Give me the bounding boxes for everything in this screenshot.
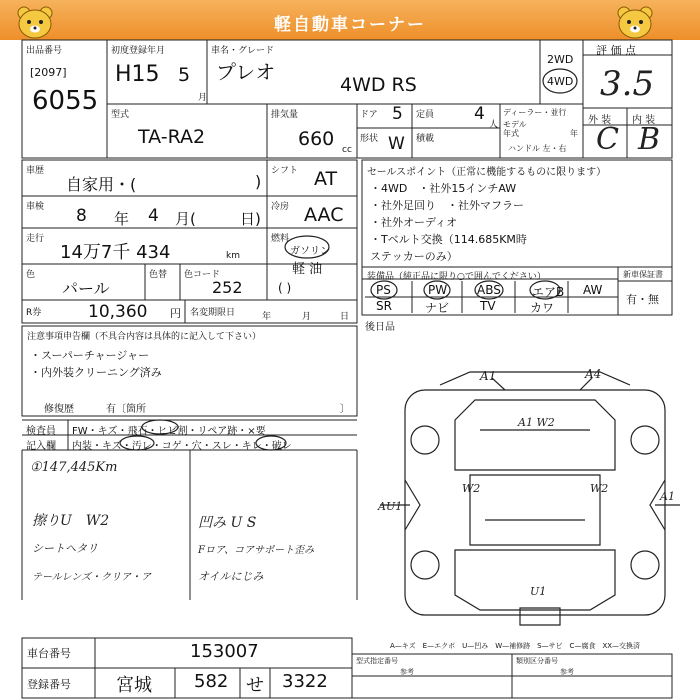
diagram-mark: A1: [480, 369, 497, 383]
damage-legend: A—キズ E—エクボ U—凹み W—補修跡 S—サビ C—腐食 XX—交換済: [390, 642, 641, 650]
hw-right2: Fロア、コアサポート歪み: [198, 545, 315, 556]
doors-value: 5: [392, 104, 403, 124]
mileage-value: 14万7千 434: [60, 242, 171, 263]
model-year-label: モデル 年式: [503, 120, 527, 138]
lot-number: 6055: [32, 86, 99, 116]
fuel-value: 軽 油: [292, 262, 323, 277]
meigi-month: 月: [302, 312, 312, 322]
model-spec-label: 型式指定番号: [356, 657, 398, 665]
repair-label: 修復歴: [44, 404, 74, 415]
car-grade: 4WD RS: [340, 74, 417, 96]
first-reg-month-unit: 月: [198, 93, 208, 103]
rating-interior-label: 内 装: [632, 115, 656, 126]
sales-label: セールスポイント（正常に機能するものに限ります）: [367, 167, 607, 178]
shift-label: シフト: [271, 166, 299, 176]
equipment-pw: PW: [428, 283, 448, 297]
drive-2wd: 2WD: [547, 53, 574, 66]
notes-line: ・スーパーチャージャー: [30, 349, 150, 362]
diagram-mark: A1 W2: [518, 416, 555, 429]
recycle-label: R券: [26, 308, 42, 318]
hw-odometer: ①147,445Km: [30, 460, 118, 475]
handle-label: ハンドル 左・右: [508, 144, 567, 153]
sales-line: ・4WD ・社外15インチAW: [370, 182, 517, 195]
sales-line: ・社外オーディオ: [370, 216, 458, 229]
mileage-label: 走行: [26, 234, 45, 244]
first-reg-era: H15: [115, 62, 160, 87]
diagram-mark: A1: [660, 490, 675, 503]
drive-4wd: 4WD: [547, 75, 574, 88]
plate-class: 582: [194, 671, 229, 692]
recycle-unit: 円: [170, 307, 181, 320]
fuel-paren: ( ): [278, 281, 292, 295]
history-close: ): [255, 172, 262, 191]
equipment-abs: ABS: [477, 283, 501, 297]
rating-interior: B: [638, 122, 661, 157]
history-label: 車歴: [26, 166, 45, 176]
rating-score: 3.5: [600, 64, 655, 104]
shaken-year: 8: [76, 206, 87, 226]
inspector-label: 検査員: [26, 426, 56, 437]
inspector-row1: FW・キズ・飛石・ヒビ割・リペア跡・×要: [72, 426, 266, 437]
model-label: 型式: [111, 110, 130, 120]
sales-line: ステッカーのみ）: [370, 250, 458, 263]
displacement-label: 排気量: [271, 110, 299, 120]
load-label: 積載: [416, 134, 435, 144]
shift-value: AT: [314, 168, 338, 190]
diagram-mark: W2: [590, 482, 609, 495]
color-value: パール: [62, 279, 110, 298]
fuel-label: 燃料: [271, 234, 290, 244]
equipment-sr: SR: [376, 299, 392, 313]
category-ref: 参考: [560, 668, 574, 676]
displacement-value: 660: [298, 128, 335, 150]
capacity-label: 定員: [416, 110, 435, 120]
history-value: 自家用・(: [66, 175, 137, 194]
category-label: 類別区分番号: [516, 657, 558, 665]
diagram-mark: U1: [530, 585, 547, 598]
shaken-year-unit: 年: [114, 210, 130, 228]
equipment-navi: ナビ: [425, 301, 450, 315]
capacity-unit: 人: [489, 120, 499, 130]
capacity-value: 4: [474, 104, 485, 124]
repair-value: 有〔箇所: [106, 404, 146, 415]
repair-close: 〕: [340, 404, 350, 415]
equipment-leather: カワ: [530, 301, 555, 315]
plate-kana: せ: [246, 675, 264, 696]
first-reg-label: 初度登録年月: [111, 46, 166, 56]
color-code-label: 色コード: [184, 270, 221, 280]
hw-left1: 擦りU W2: [32, 513, 110, 529]
diagram-mark: A4: [585, 367, 602, 381]
diagram-mark: W2: [462, 482, 481, 495]
diagram-mark: AU1: [378, 500, 403, 513]
color-change-label: 色替: [149, 270, 168, 280]
aircon-value: AAC: [304, 204, 344, 226]
notes-label: 注意事項申告欄（不具合内容は具体的に記入して下さい）: [27, 332, 262, 342]
shaken-month: 4: [148, 206, 159, 226]
inspector-row2: 内装・キズ・汚レ・コゲ・穴・スレ・キレ・破レ: [72, 441, 292, 452]
mileage-unit: km: [226, 251, 240, 261]
lot-code: [2097]: [30, 66, 67, 79]
doors-label: ドア: [360, 110, 378, 120]
chassis-label: 車台番号: [27, 647, 71, 660]
hw-right3: オイルにじみ: [198, 570, 264, 583]
meigi-day: 日: [340, 312, 350, 322]
car-name: プレオ: [216, 60, 276, 84]
rating-exterior: C: [596, 122, 619, 157]
shaken-month-unit: 月(: [175, 210, 196, 228]
new-warranty-value: 有・無: [626, 293, 659, 306]
hw-right1: 凹み U S: [198, 515, 257, 531]
sales-line: ・社外足回り ・社外マフラー: [370, 199, 524, 212]
shape-value: W: [388, 134, 405, 154]
color-label: 色: [26, 270, 36, 280]
rear-seat-label: 後日品: [365, 322, 395, 333]
equipment-label: 装備品（純正品に限り○で囲んでください）: [367, 272, 546, 282]
fuel-gas: ガソリン: [290, 246, 330, 257]
shaken-label: 車検: [26, 202, 45, 212]
equipment-tv: TV: [480, 299, 496, 313]
model-spec-ref: 参考: [400, 668, 414, 676]
sales-line: ・Tベルト交換（114.685KM時: [370, 233, 527, 246]
plate-label: 登録番号: [27, 678, 71, 691]
rating-exterior-label: 外 装: [588, 115, 612, 126]
color-code: 252: [212, 278, 243, 297]
notes-line: ・内外装クリーニング済み: [30, 366, 162, 379]
meigi-year: 年: [262, 312, 272, 322]
recycle-value: 10,360: [88, 302, 148, 322]
equipment-ps: PS: [376, 283, 391, 297]
displacement-unit: cc: [342, 145, 352, 155]
chassis-value: 153007: [190, 641, 259, 662]
rating-label: 評 価 点: [596, 44, 636, 57]
plate-region: 宮城: [116, 675, 152, 696]
model-value: TA-RA2: [138, 126, 206, 148]
dealer-label: ディーラー・並行: [503, 108, 567, 117]
equipment-airbag: エアB: [532, 285, 565, 299]
first-reg-month: 5: [178, 64, 191, 86]
hw-left2: シートヘタリ: [32, 542, 98, 555]
new-warranty-label: 新車保証書: [623, 270, 663, 279]
header-title: 軽自動車コーナー: [274, 15, 426, 35]
model-year-unit: 年: [570, 129, 578, 138]
meigi-label: 名変期限日: [190, 308, 236, 318]
hw-left3: テールレンズ・クリア・ア: [32, 572, 151, 583]
lot-label: 出品番号: [26, 46, 63, 56]
shaken-day-unit: 日): [240, 210, 261, 228]
shape-label: 形状: [360, 134, 379, 144]
car-label: 車名・グレード: [211, 46, 275, 56]
equipment-aw: AW: [583, 283, 603, 297]
aircon-label: 冷房: [271, 202, 290, 212]
inspector-label2: 記入欄: [26, 441, 56, 452]
plate-number: 3322: [282, 671, 328, 692]
